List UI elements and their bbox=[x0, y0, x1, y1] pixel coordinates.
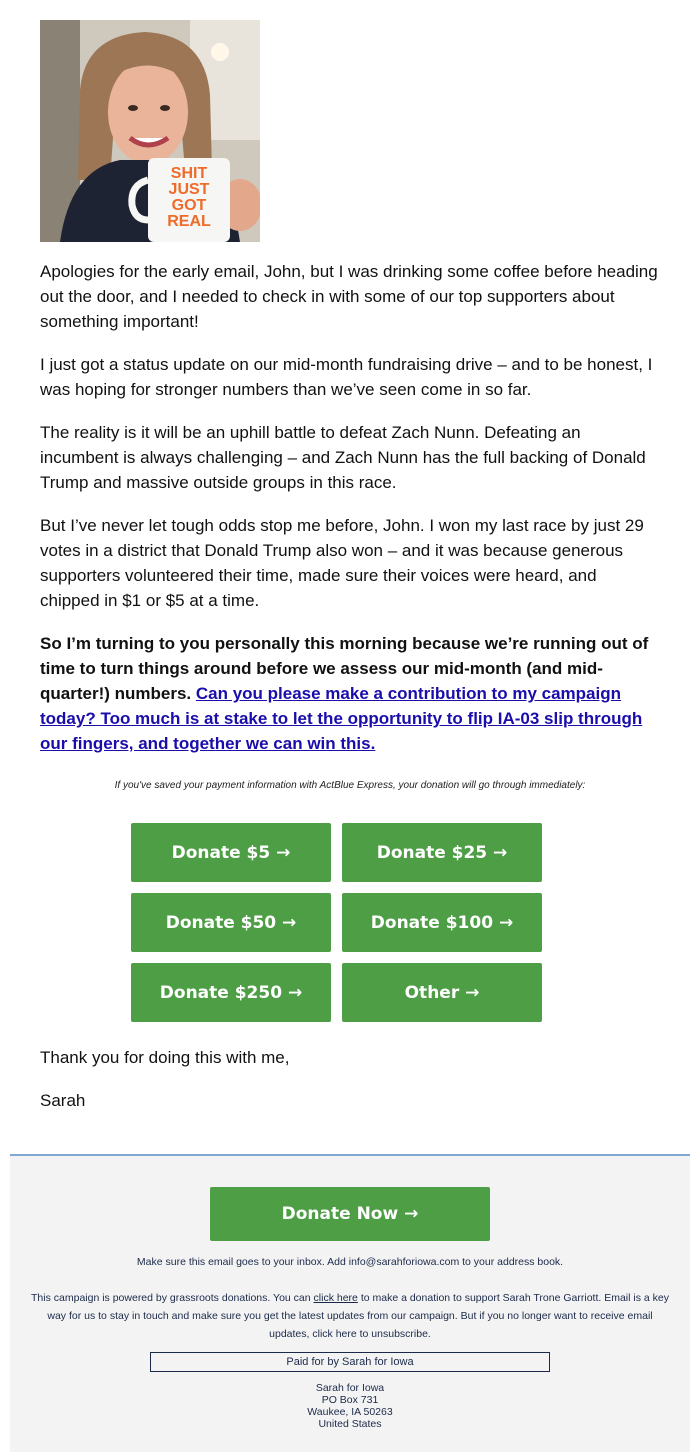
address-line: Waukee, IA 50263 bbox=[307, 1406, 393, 1418]
inbox-note: Make sure this email goes to your inbox. Add info@sarahforiowa.com to your address book. bbox=[136, 1256, 564, 1268]
email-footer bbox=[10, 1154, 690, 1452]
powered-post-text: to make a donation to support Sarah Trone Garriott. Email is a key way for us to stay in touch and make sure you get the latest updates from our campaign. But if you no longer want to receive email updates, click here to unsubscribe. bbox=[47, 1292, 669, 1340]
donate-other-button[interactable]: Other → bbox=[342, 963, 542, 1022]
closing-line: Thank you for doing this with me, bbox=[40, 1048, 290, 1067]
powered-pre-text: This campaign is powered by grassroots donations. You can bbox=[31, 1292, 311, 1304]
appeal-bold-text: So I’m turning to you personally this morning because we’re running out of time to turn things around before we assess our mid-month (and mid-quarter!) numbers. bbox=[40, 634, 649, 703]
mug-text-line: GOT bbox=[171, 197, 207, 214]
body-paragraph: But I’ve never let tough odds stop me before, John. I won my last race by just 29 votes in a district that Donald Trump also won – and it was because generous supporters volunteered their time, made sure their voices were heard, and chipped in $1 or $5 at a time. bbox=[40, 516, 644, 610]
body-paragraph: I just got a status update on our mid-month fundraising drive – and to be honest, I was hoping for stronger numbers than we’ve seen come in so far. bbox=[40, 355, 653, 399]
address-line: United States bbox=[318, 1418, 382, 1430]
donate-250-button[interactable]: Donate $250 → bbox=[131, 963, 331, 1022]
address-line: Sarah for Iowa bbox=[315, 1382, 385, 1394]
donate-25-button[interactable]: Donate $25 → bbox=[342, 823, 542, 882]
actblue-express-note: If you've saved your payment information with ActBlue Express, your donation will go through immediately: bbox=[114, 780, 586, 791]
body-paragraph: Apologies for the early email, John, but I was drinking some coffee before heading out the door, and I needed to check in with some of our top supporters about something important! bbox=[40, 262, 658, 331]
contribution-link[interactable]: Can you please make a contribution to my campaign today? Too much is at stake to let the opportunity to flip IA-03 slip through our fingers, and together we can win this. bbox=[40, 684, 643, 753]
powered-by-text bbox=[30, 1289, 670, 1343]
donate-5-button[interactable]: Donate $5 → bbox=[131, 823, 331, 882]
body-paragraph: The reality is it will be an uphill battle to defeat Zach Nunn. Defeating an incumbent is always challenging – and Zach Nunn has the full backing of Donald Trump and massive outside groups in this race. bbox=[40, 423, 646, 492]
mug-text-line: SHIT bbox=[170, 165, 208, 182]
candidate-photo bbox=[40, 20, 260, 242]
donate-now-button[interactable]: Donate Now → bbox=[210, 1187, 490, 1241]
signature: Sarah bbox=[40, 1091, 86, 1110]
click-here-link[interactable]: click here bbox=[313, 1292, 358, 1304]
candidate-photo-illustration bbox=[40, 20, 260, 242]
paid-for-box: Paid for by Sarah for Iowa bbox=[150, 1352, 550, 1372]
donate-50-button[interactable]: Donate $50 → bbox=[131, 893, 331, 952]
mug-text-line: JUST bbox=[168, 181, 210, 198]
address-line: PO Box 731 bbox=[321, 1394, 379, 1406]
appeal-paragraph bbox=[40, 631, 660, 756]
mailing-address bbox=[30, 1382, 670, 1430]
donate-100-button[interactable]: Donate $100 → bbox=[342, 893, 542, 952]
mug-text-line: REAL bbox=[167, 213, 211, 230]
mug-text bbox=[167, 165, 211, 230]
